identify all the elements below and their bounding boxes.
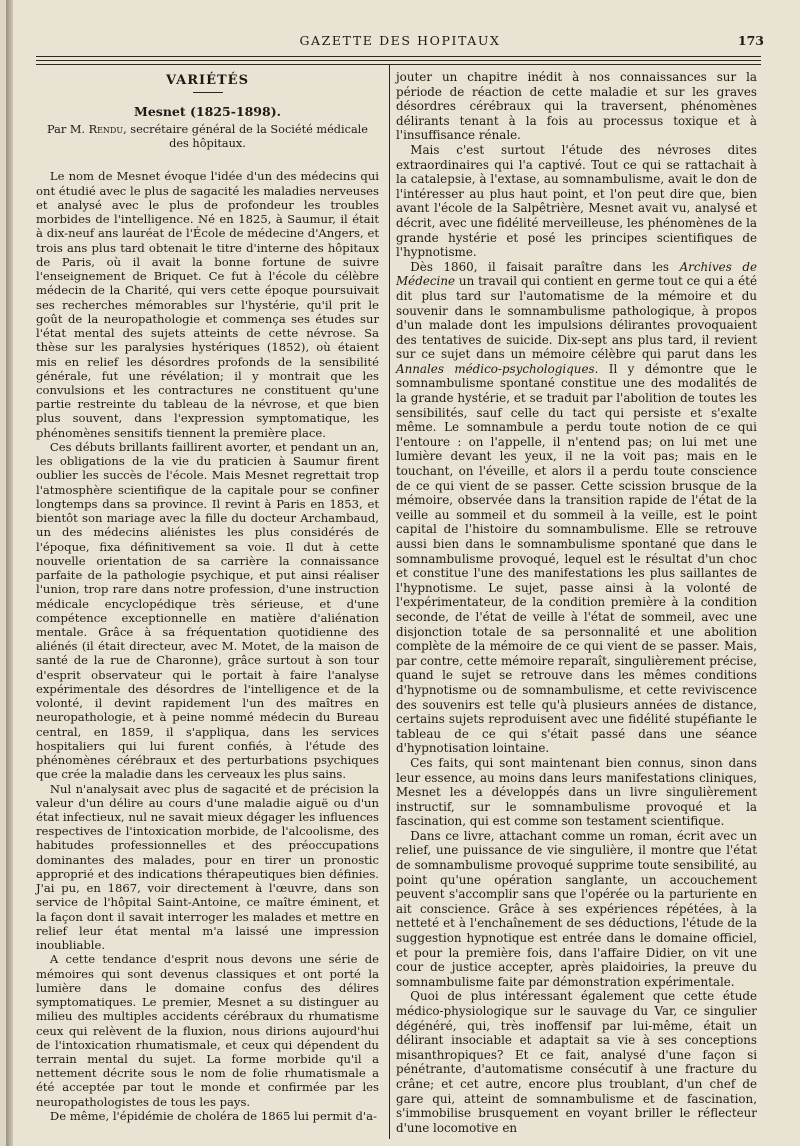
- text-run: un travail qui contient en germe tout ce qui a été dit plus tard sur l'automatisme de la mémoire et du souvenir dans le somnambulisme pathologique, à propos d'un malade dont les impulsions délirantes provoquaient des tentatives de suicide. Dix-sept ans plus tard, il revient sur ce sujet dans un mémoire célèbre qui parut dans les: [396, 274, 757, 362]
- section-rule: [193, 92, 223, 93]
- article-byline: [36, 123, 379, 151]
- byline-prefix: Par M.: [47, 123, 89, 137]
- paragraph: Dans ce livre, attachant comme un roman, écrit avec un relief, une puissance de vie singulière, il montre que l'état de somnambulisme provoqué supprime toute sensibilité, au point qu'une opération sanglante, un accouchement peuvent s'accomplir sans que l'opérée ou la parturiente en ait conscience. Grâce à ses expériences répétées, à la netteté et à l'enchaînement de ses déductions, l'étude de la suggestion hypnotique est entrée dans le domaine officiel, et pour la première fois, dans l'affaire Didier, on vit une cour de justice accepter, après plaidoiries, la preuve du somnambulisme faite par démonstration expérimentale.: [396, 828, 757, 989]
- newspaper-page: [6, 0, 800, 1146]
- article-title: Mesnet (1825-1898).: [134, 104, 281, 120]
- paragraph: Le nom de Mesnet évoque l'idée d'un des médecins qui ont étudié avec le plus de sagacité les maladies nerveuses et analysé avec le plus de profondeur les troubles morbides de l'intelligence. Né en 1825, à Saumur, il était à dix-neuf ans lauréat de l'École de médecine d'Angers, et trois ans plus tard obtenait le titre d'interne des hôpitaux de Paris, où il avait la bonne fortune de suivre l'enseignement de Briquet. Ce fut à l'école du célèbre médecin de la Charité, qui vers cette époque poursuivait ses recherches mémorables sur l'hystérie, qu'il prit le goût de la neuropathologie et commença ses études sur l'état mental des sujets atteints de cette névrose. Sa thèse sur les paralysies hystériques (1852), où étaient mis en relief les désordres profonds de la sensibilité générale, fut une révélation; il y montrait que les convulsions et les contractures ne constituent qu'une partie restreinte du tableau de la névrose, et que bien plus souvent, dans l'expression symptomatique, les phénomènes sensitifs tiennent la première place.: [36, 169, 379, 440]
- page-binding-edge: [6, 0, 13, 1146]
- paragraph: De même, l'épidémie de choléra de 1865 lui permit d'a-: [49, 1108, 377, 1123]
- header-rule: [36, 64, 761, 65]
- right-column: [396, 70, 757, 1135]
- text-run: Dès 1860, il faisait paraître dans les: [410, 259, 680, 274]
- column-divider: [389, 64, 390, 1139]
- byline-author: Rendu: [88, 123, 124, 137]
- page-header: [36, 33, 764, 51]
- paragraph: Ces débuts brillants faillirent avorter, et pendant un an, les obligations de la vie du praticien à Saumur firent oublier les succès de l'école. Mais Mesnet regrettait trop l'atmosphère scientifique de la capitale pour se confiner longtemps dans sa province. Il revint à Paris en 1853, et bientôt son mariage avec la fille du docteur Archambaud, un des médecins aliénistes les plus considérés de l'époque, fixa définitivement sa voie. Il dut à cette nouvelle orientation de sa carrière la connaissance parfaite de la pathologie psychique, et put ainsi réaliser l'union, trop rare dans notre profession, d'une instruction médicale encyclopédique très sérieuse, et d'une compétence exceptionnelle en matière d'aliénation mentale. Grâce à sa fréquentation quotidienne des aliénés (il était directeur, avec M. Motet, de la maison de santé de la rue de Charonne), grâce surtout à son tour d'esprit observateur qui le portait à faire l'analyse expérimentale des désordres de l'intelligence et de la volonté, il devint rapidement l'un des maîtres en neuropathologie, et à peine nommé médecin du Bureau central, en 1859, il s'appliqua, dans les services hospitaliers qui lui furent confiés, à l'étude des phénomènes cérébraux et des perturbations psychiques que crée la maladie dans les cerveaux les plus sains.: [36, 439, 379, 782]
- paragraph: Ces faits, qui sont maintenant bien connus, sinon dans leur essence, au moins dans leurs manifestations cliniques, Mesnet les a développés dans un livre singulièrement instructif, sur le somnambulisme provoqué et la fascination, qui est comme son testament scientifique.: [396, 755, 757, 829]
- section-title: VARIÉTÉS: [166, 73, 249, 88]
- journal-name-annales: Annales médico-psychologiques: [396, 361, 595, 376]
- byline-role: , secrétaire général de la Société médicale des hôpitaux.: [123, 123, 368, 151]
- header-double-rule: [36, 56, 761, 61]
- paragraph: jouter un chapitre inédit à nos connaissances sur la période de réaction de cette maladie et sur les graves désordres cérébraux qui la traversent, phénomènes délirants tenant à la fois au processus toxique et à l'insuffisance rénale.: [396, 70, 757, 143]
- text-run: . Il y démontre que le somnambulisme spontané constitue une des modalités de la grande hystérie, et se traduit par l'abolition de toutes les sensibilités, sauf celle du tact qui persiste et s'exalte même. Le somnambule a perdu toute notion de ce qui l'entoure : on l'appelle, il n'entend pas; on lui met une lumière devant les yeux, il ne la voit pas; mais en le touchant, on l'éveille, et alors il a perdu toute conscience de ce qui vient de se passer. Cette scission brusque de la mémoire, observée dans la transition rapide de l'état de la veille au sommeil et du sommeil à la veille, est le point capital de l'histoire du somnambulisme. Elle se retrouve aussi bien dans le somnambulisme spontané que dans le somnambulisme provoqué, lequel est le résultat d'un choc et constitue l'une des manifestations les plus saillantes de l'hypnotisme. Le sujet, passe ainsi à la volonté de l'expérimentateur, de la condition première à la condition seconde, de l'état de veille à l'état de sommeil, avec une disjonction totale de sa personnalité et une abolition complète de la mémoire de ce qui vient de se passer. Mais, par contre, cette mémoire reparaît, singulièrement précise, quand le sujet se retrouve dans les mêmes conditions d'hypnotisme ou de somnambulisme, et cette reviviscence des souvenirs est telle qu'à plusieurs années de distance, certains sujets reproduisent avec une fidélité stupéfiante le tableau de ce qui s'était passé dans une séance d'hypnotisation lointaine.: [396, 361, 757, 756]
- journal-title: GAZETTE DES HOPITAUX: [299, 33, 501, 48]
- paragraph: Quoi de plus intéressant également que cette étude médico-physiologique sur le sauvage du Var, ce singulier dégénéré, qui, très inoffensif par lui-même, était un délirant insociable et adaptait sa vie à ses conceptions misanthropiques? Et ce fait, analysé d'une façon si pénétrante, d'automatisme consécutif à une fracture du crâne; et cet autre, encore plus troublant, d'un chef de gare qui, atteint de somnambulisme et de fascination, s'immobilise brusquement en voyant briller le réflecteur d'une locomotive en: [396, 989, 757, 1135]
- paragraph: Nul n'analysait avec plus de sagacité et de précision la valeur d'un délire au cours d'une maladie aiguë ou d'un état infectieux, nul ne savait mieux dégager les influences respectives de l'intoxication morbide, de l'alcoolisme, des habitudes professionnelles et des préoccupations dominantes des malades, pour en tirer un pronostic approprié et des indications thérapeutiques bien définies. J'ai pu, en 1867, voir directement à l'œuvre, dans son service de l'hôpital Saint-Antoine, ce maître éminent, et la façon dont il savait interroger les malades et mettre en relief leur état mental m'a laissé une impression inoubliable.: [36, 781, 379, 953]
- paragraph: [396, 260, 757, 756]
- page-number: 173: [737, 33, 764, 48]
- paragraph: A cette tendance d'esprit nous devons une série de mémoires qui sont devenus classiques et ont porté la lumière dans le domaine confus des délires symptomatiques. Le premier, Mesnet a su distinguer au milieu des multiples accidents cérébraux du rhumatisme ceux qui relèvent de la fluxion, nous dirions aujourd'hui de l'intoxication rhumatismale, et ceux qui dépendent du terrain mental du sujet. La forme morbide qu'il a nettement décrite sous le nom de folie rhumatismale a été acceptée par tout le monde et confirmée par les neuropathologistes de tous les pays.: [36, 952, 379, 1109]
- journal-name-archives: Archives de Médecine: [396, 259, 757, 289]
- paragraph: Mais c'est surtout l'étude des névroses dites extraordinaires qui l'a captivé. Tout ce qui se rattachait à la catalepsie, à l'extase, au somnambulisme, avait le don de l'intéresser au plus haut point, et l'on peut dire que, bien avant l'école de la Salpêtrière, Mesnet avait vu, analysé et décrit, avec une fidélité merveilleuse, les phénomènes de la grande hystérie et posé les principes scientifiques de l'hypnotisme.: [396, 142, 757, 260]
- left-column: [36, 68, 379, 1123]
